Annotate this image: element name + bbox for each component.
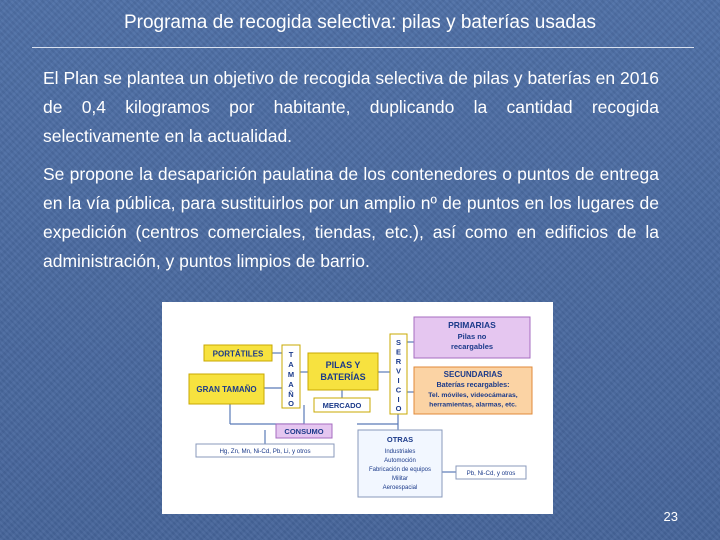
title-divider — [32, 47, 694, 48]
pilas-baterias-label-1: PILAS Y — [325, 360, 361, 370]
metals-right-label: Pb, Ni-Cd, y otros — [466, 470, 516, 477]
servicio-letter: I — [397, 395, 400, 404]
portatiles-label: PORTÁTILES — [212, 349, 264, 359]
mercado-label: MERCADO — [322, 401, 362, 410]
servicio-letter: V — [395, 366, 402, 376]
tamano-letter: O — [288, 399, 294, 408]
otras-item: Automoción — [384, 458, 416, 464]
servicio-letter: C — [395, 385, 402, 395]
secundarias-subtitle: Baterías recargables: — [436, 380, 510, 389]
servicio-letter: O — [395, 404, 402, 413]
secundarias-detail-2: herramientas, alarmas, etc. — [429, 401, 517, 409]
servicio-letter: I — [397, 376, 400, 385]
secundarias-title: SECUNDARIAS — [443, 370, 503, 379]
paragraph-proposal: Se propone la desaparición paulatina de los contenedores o puntos de entrega en la vía pública, para sustituirlos por un amplio nº de puntos en los lugares de expedición (centros comerciales, tiendas, etc.), así como en edificios de la administración, y puntos limpios de barrio. — [43, 164, 659, 271]
secundarias-detail-1: Tel. móviles, videocámaras, — [428, 392, 518, 399]
primarias-subtitle-2: recargables — [450, 342, 494, 351]
pilas-baterias-label-2: BATERÍAS — [320, 372, 366, 382]
paragraph-objective: El Plan se plantea un objetivo de recogida selectiva de pilas y baterías en 2016 de 0,4 kilogramos por habitante, duplicando la cantidad recogida selectivamente en la actualidad. — [43, 68, 659, 146]
gran-tamano-label: GRAN TAMAÑO — [196, 385, 257, 394]
consumo-label: CONSUMO — [284, 427, 324, 436]
otras-item: Aeroespacial — [382, 485, 418, 491]
tamano-letter: Ñ — [288, 390, 294, 399]
battery-classification-diagram — [162, 302, 553, 514]
otras-item: Fabricación de equipos — [368, 467, 432, 473]
tamano-letter: A — [288, 360, 294, 369]
slide-title: Programa de recogida selectiva: pilas y baterías usadas — [123, 12, 597, 33]
tamano-letter: T — [288, 350, 294, 359]
tamano-letter: A — [288, 380, 294, 389]
otras-item: Industriales — [384, 449, 416, 455]
otras-title: OTRAS — [386, 435, 414, 444]
primarias-subtitle-1: Pilas no — [457, 332, 487, 341]
servicio-letter: E — [395, 347, 402, 357]
otras-item: Militar — [392, 476, 408, 482]
metals-left-label: Hg, Zn, Mn, Ni-Cd, Pb, Li, y otros — [219, 448, 311, 455]
tamano-letter: M — [287, 370, 295, 379]
primarias-title: PRIMARIAS — [448, 320, 496, 330]
servicio-letter: S — [395, 338, 402, 347]
servicio-letter: R — [395, 357, 402, 366]
page-number: 23 — [663, 509, 678, 524]
